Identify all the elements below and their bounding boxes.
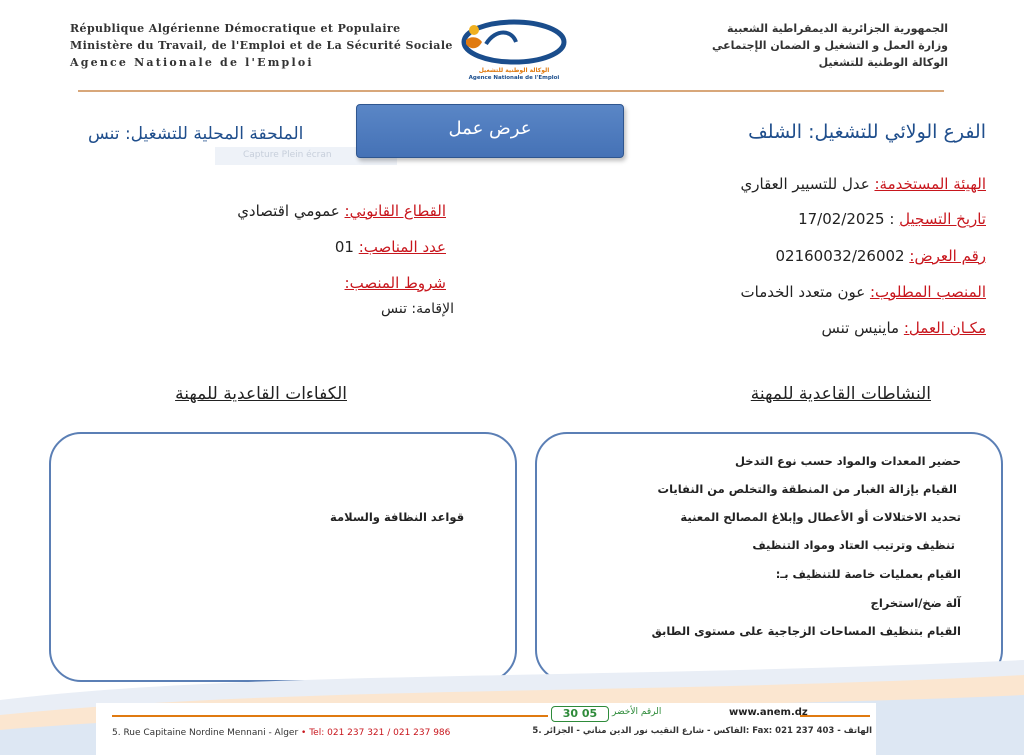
field-position-value: عون متعدد الخدمات: [740, 283, 866, 301]
header-fr-line-3: Agence Nationale de l'Emploi: [70, 56, 314, 69]
branch-heading-left: الملحقة المحلية للتشغيل: تنس: [88, 124, 304, 144]
field-employer-label: الهيئة المستخدمة:: [874, 175, 986, 193]
field-position: [741, 283, 986, 301]
field-workplace-value: ماينيس تنس: [821, 319, 900, 337]
field-workplace: [822, 319, 986, 337]
field-conditions: [345, 274, 446, 292]
field-legal-sector-label: القطاع القانوني:: [344, 202, 446, 220]
field-offer-number: [775, 247, 986, 265]
website-link[interactable]: www.anem.dz: [729, 707, 808, 718]
green-number-badge: 30 05: [551, 706, 609, 722]
field-registration-date-value: : 17/02/2025: [798, 210, 895, 228]
activities-panel: [535, 432, 1003, 682]
footer-address-ar: الهاتف - Fax: 021 237 403 :الفاكس - شارع النقيب نور الدين مناني - الجزائر .5: [532, 726, 872, 736]
section-title-activities: النشاطات القاعدية للمهنة: [750, 384, 931, 404]
activity-item: آلة ضخ/استخراج: [870, 596, 961, 610]
header-ar-line-3: الوكالة الوطنية للتشغيل: [818, 56, 948, 69]
footer-address-street: 5. Rue Capitaine Nordine Mennani - Alger: [112, 728, 299, 738]
faint-capture-text: Capture Plein écran: [243, 150, 332, 160]
field-positions-count-label: عدد المناصب:: [358, 238, 446, 256]
field-legal-sector-value: عمومي اقتصادي: [237, 202, 340, 220]
skills-panel: [49, 432, 517, 682]
footer-address-fr: [112, 728, 450, 738]
header-divider: [78, 90, 944, 92]
field-offer-number-label: رقم العرض:: [909, 247, 986, 265]
activity-item: القيام بتنظيف المساحات الزجاجية على مستوى الطابق: [651, 624, 961, 638]
logo-caption-fr: Agence Nationale de l'Emploi: [468, 75, 560, 81]
activity-item: حضير المعدات والمواد حسب نوع التدخل: [735, 454, 961, 468]
field-workplace-label: مكـان العمل:: [903, 319, 986, 337]
residence-condition: الإقامة: تنس: [381, 301, 454, 317]
logo-caption-ar: الوكالة الوطنية للتشغيل: [478, 67, 550, 74]
branch-heading-right: الفرع الولائي للتشغيل: الشلف: [748, 121, 986, 143]
anem-logo-icon: [452, 16, 576, 68]
activity-item: تنظيف وترتيب العتاد ومواد التنظيف: [752, 538, 955, 552]
header-ar-line-2: وزارة العمل و التشغيل و الضمان الإجتماعي: [711, 39, 948, 52]
green-number-label: الرقم الأخضر: [612, 707, 662, 717]
footer-address-tel: • Tel: 021 237 321 / 021 237 986: [301, 728, 451, 738]
activity-item: تحديد الاختلالات أو الأعطال وإبلاغ المصالح المعنية: [680, 510, 961, 524]
header-ar-line-1: الجمهورية الجزائرية الديمقراطية الشعبية: [727, 22, 948, 35]
section-title-skills: الكفاءات القاعدية للمهنة: [175, 384, 347, 404]
skill-item: قواعد النظافة والسلامة: [330, 510, 465, 524]
field-positions-count-value: 01: [334, 238, 354, 256]
activity-item: القيام بإزالة الغبار من المنطقة والتخلص من النفايات: [657, 482, 957, 496]
job-offer-title: عرض عمل: [356, 104, 624, 158]
activity-item: القيام بعمليات خاصة للتنظيف بـ:: [775, 567, 961, 581]
header-fr-line-2: Ministère du Travail, de l'Emploi et de La Sécurité Sociale: [70, 39, 453, 52]
field-registration-date: [798, 210, 986, 228]
field-employer-value: عدل للتسيير العقاري: [740, 175, 870, 193]
footer-rule-right: [800, 715, 870, 717]
field-positions-count: [335, 238, 446, 256]
field-offer-number-value: 02160032/26002: [775, 247, 905, 265]
header-fr-line-1: République Algérienne Démocratique et Populaire: [70, 22, 401, 35]
field-position-label: المنصب المطلوب:: [869, 283, 986, 301]
footer-rule-left: [112, 715, 548, 717]
field-registration-date-label: تاريخ التسجيل: [899, 210, 986, 228]
field-legal-sector: [237, 202, 446, 220]
field-employer: [741, 175, 986, 193]
field-conditions-label: شروط المنصب:: [344, 274, 446, 292]
